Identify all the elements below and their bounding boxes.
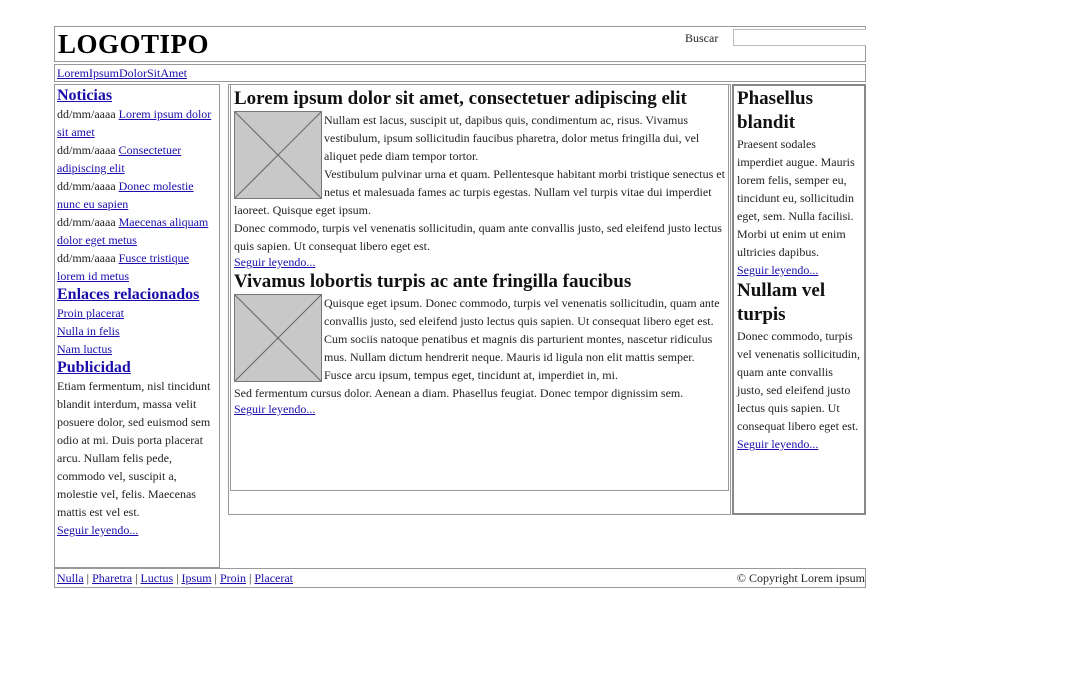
article-paragraph: Cum sociis natoque penatibus et magnis dis parturient montes, nascetur ridiculus mus. Nullam dictum hendrerit neque. Mauris id ligula non elit mattis semper. Fusce arcu ipsum, tempus eget, tincidunt at, imperdiet in, mi. xyxy=(324,332,713,382)
copyright: © Copyright Lorem ipsum xyxy=(736,571,865,585)
footer-link[interactable]: Pharetra xyxy=(92,571,133,585)
footer-separator: | xyxy=(86,571,90,585)
news-link[interactable]: Donec molestie nunc eu sapien xyxy=(57,179,194,211)
enlaces-link[interactable]: Enlaces relacionados xyxy=(57,286,200,303)
news-link[interactable]: Consectetuer adipiscing elit xyxy=(57,143,182,175)
main-content xyxy=(230,84,729,491)
news-link[interactable]: Lorem ipsum dolor sit amet xyxy=(57,107,212,139)
footer-link[interactable]: Placerat xyxy=(254,571,294,585)
footer-separator: | xyxy=(176,571,179,585)
sidebar-block-title: Nullam vel turpis xyxy=(737,280,826,325)
article xyxy=(234,87,725,270)
publicidad-link[interactable]: Publicidad xyxy=(57,359,131,376)
image-placeholder xyxy=(234,294,322,382)
footer-link[interactable]: Luctus xyxy=(140,571,174,585)
related-link[interactable]: Nam luctus xyxy=(57,342,112,356)
article-title: Lorem ipsum dolor sit amet, consectetuer adipiscing elit xyxy=(234,88,687,109)
article-paragraph: Sed fermentum cursus dolor. Aenean a diam. Phasellus feugiat. Donec tempor dignissim sem. xyxy=(234,386,684,400)
header xyxy=(54,26,866,62)
page-frame xyxy=(54,26,866,588)
article-title: Vivamus lobortis turpis ac ante fringilla faucibus xyxy=(234,271,632,292)
footer-link[interactable]: Ipsum xyxy=(181,571,212,585)
news-date: dd/mm/aaaa xyxy=(57,179,116,193)
read-more-link[interactable]: Seguir leyendo... xyxy=(57,523,139,537)
noticias-heading xyxy=(57,86,217,105)
news-item xyxy=(57,141,217,177)
left-sidebar xyxy=(54,84,220,568)
news-link[interactable]: Fusce tristique lorem id metus xyxy=(57,251,189,283)
footer-separator: | xyxy=(248,571,252,585)
read-more-link[interactable]: Seguir leyendo... xyxy=(737,437,819,451)
article-paragraph: Vestibulum pulvinar urna et quam. Pellentesque habitant morbi tristique senectus et netus et malesuada fames ac turpis egestas. Nullam vel turpis vitae dui imperdiet laoreet. Quisque eget ipsum. xyxy=(234,167,725,217)
footer-separator: | xyxy=(214,571,217,585)
sidebar-block-title: Phasellus blandit xyxy=(737,88,814,133)
news-date: dd/mm/aaaa xyxy=(57,107,116,121)
news-date: dd/mm/aaaa xyxy=(57,251,116,265)
news-date: dd/mm/aaaa xyxy=(57,215,116,229)
image-placeholder xyxy=(234,111,322,199)
article-paragraph: Quisque eget ipsum. Donec commodo, turpis vel venenatis sollicitudin, quam ante convallis justo, sed eleifend justo lectus quis sapien. Ut consequat libero eget est. xyxy=(324,296,720,328)
news-item xyxy=(57,105,217,141)
news-date: dd/mm/aaaa xyxy=(57,143,116,157)
related-link[interactable]: Nulla in felis xyxy=(57,324,120,338)
read-more-link[interactable]: Seguir leyendo... xyxy=(737,263,819,277)
noticias-link[interactable]: Noticias xyxy=(57,87,113,104)
read-more-link[interactable]: Seguir leyendo... xyxy=(234,255,316,269)
news-item xyxy=(57,177,217,213)
footer-link[interactable]: Proin xyxy=(219,571,246,585)
publicidad-heading xyxy=(57,358,217,377)
footer-link[interactable]: Nulla xyxy=(57,571,84,585)
footer xyxy=(54,568,866,588)
search-label: Buscar xyxy=(685,31,719,45)
article-paragraph: Donec commodo, turpis vel venenatis sollicitudin, quam ante convallis justo, sed eleifend justo lectus quis sapien. Ut consequat libero eget est. xyxy=(234,221,722,253)
search-input[interactable] xyxy=(733,29,866,46)
nav-link[interactable]: LoremIpsumDolorSitAmet xyxy=(57,66,187,80)
sidebar-block-text: Donec commodo, turpis vel venenatis sollicitudin, quam ante convallis justo, sed eleifend justo lectus quis sapien. Ut consequat libero eget est. xyxy=(737,329,860,433)
nav-bar xyxy=(54,64,866,82)
news-item xyxy=(57,213,217,249)
news-link[interactable]: Maecenas aliquam dolor eget metus xyxy=(57,215,209,247)
sidebar-block-text: Praesent sodales imperdiet augue. Mauris lorem felis, semper eu, tincidunt eu, sollicitudin eget, sem. Nulla facilisi. Morbi ut enim ut enim ultricies dapibus. xyxy=(737,137,855,259)
right-sidebar xyxy=(735,86,863,513)
related-link[interactable]: Proin placerat xyxy=(57,306,124,320)
logo: LOGOTIPO xyxy=(58,29,210,59)
article xyxy=(234,270,725,417)
read-more-link[interactable]: Seguir leyendo... xyxy=(234,402,316,416)
publicidad-text: Etiam fermentum, nisl tincidunt blandit interdum, massa velit posuere dolor, sed euismod sem odio at mi. Duis porta placerat arcu. Nullam felis pede, commodo vel, suscipit a, molestie vel, felis. Maecenas mattis est vel est. xyxy=(57,379,211,519)
article-paragraph: Nullam est lacus, suscipit ut, dapibus quis, condimentum ac, risus. Vivamus vestibulum, ipsum sollicitudin faucibus pharetra, dolor metus fringilla dui, vel aliquet pede diam tempor tortor. xyxy=(324,113,700,163)
footer-separator: | xyxy=(135,571,138,585)
enlaces-heading xyxy=(57,285,217,304)
news-item xyxy=(57,249,217,285)
